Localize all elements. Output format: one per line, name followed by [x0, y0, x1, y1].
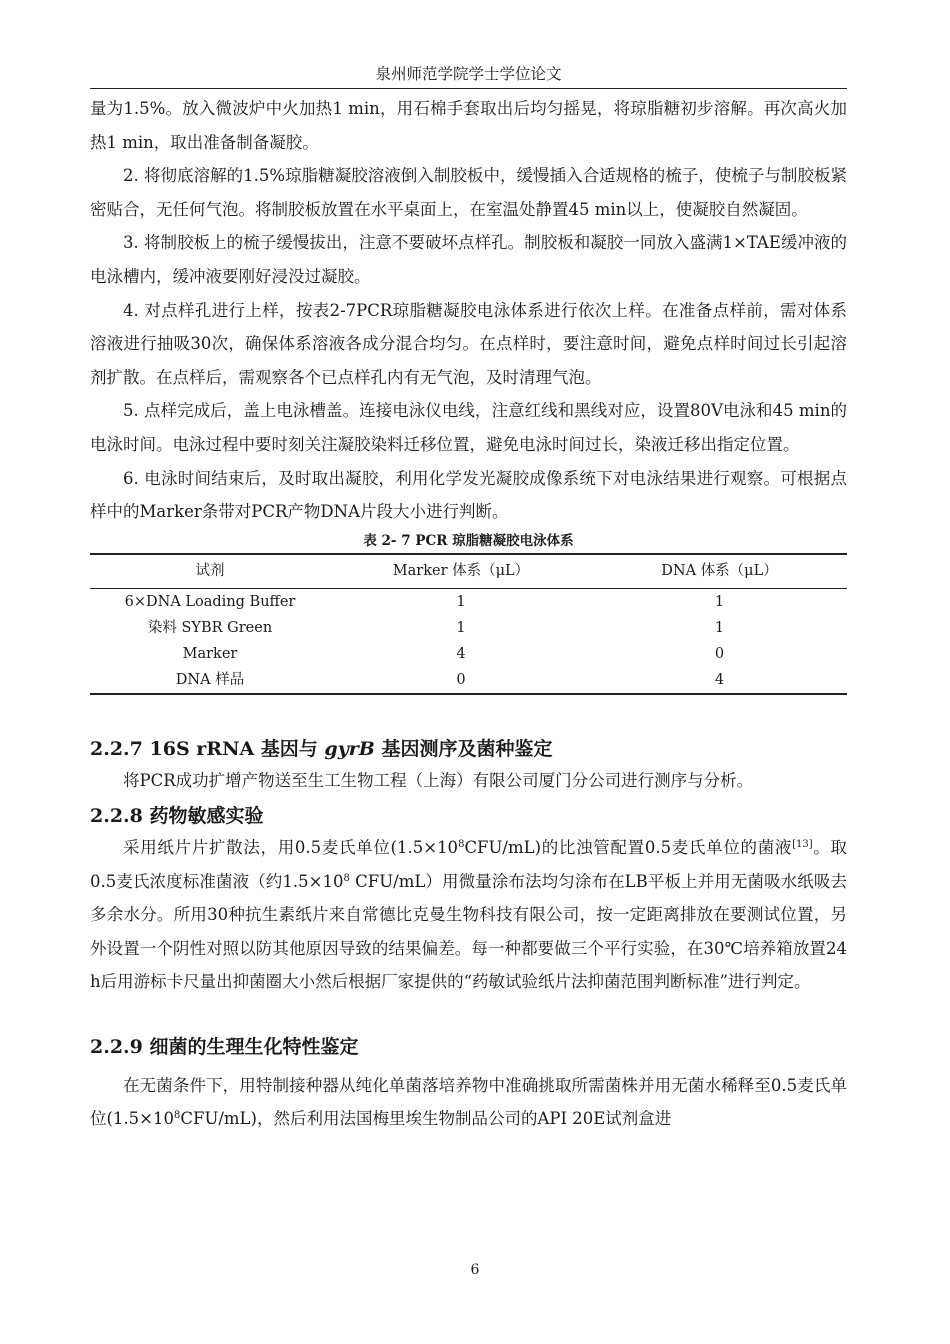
table-cell: 0 [456, 672, 466, 689]
text-run: CFU/mL）用微量涂布法均匀涂布在LB平板上并用无菌吸水纸吸去多余水分。所用30种抗生素纸片来自常德比克曼生物科技有限公司，按一定距离排放在要测试位置，另外设置一个阴性对照以防其他原因导致的结果偏差。每一种都要做三个平行实验，在30℃培养箱放置24 h后用游标卡尺量出抑菌圈大小然后根据厂家提供的“药敏试验纸片法抑菌范围判断标准”进行判定。 [90, 871, 847, 992]
citation-ref: [13] [792, 838, 813, 850]
step-5-paragraph: 5. 点样完成后，盖上电泳槽盖。连接电泳仪电线，注意红线和黑线对应，设置80V电泳和45 min的电泳时间。电泳过程中要时刻关注凝胶染料迁移位置，避免电泳时间过长，染液迁移出指定位置。 [90, 401, 847, 454]
section-2-2-9-paragraph [90, 1069, 847, 1136]
table-cell: 染料 SYBR Green [147, 620, 273, 637]
superscript: 8 [458, 838, 465, 850]
text-run: CFU/mL)，然后利用法国梅里埃生物制品公司的API 20E试剂盒进 [180, 1109, 672, 1129]
table-header-row [90, 554, 847, 589]
section-heading-2-2-9: 2.2.9 细菌的生理生化特性鉴定 [90, 1035, 359, 1058]
step-4-paragraph: 4. 对点样孔进行上样，按表2-7PCR琼脂糖凝胶电泳体系进行依次上样。在准备点样前，需对体系溶液进行抽吸30次，确保体系溶液各成分混合均匀。在点样时，要注意时间，避免点样时间过长引起溶剂扩散。在点样后，需观察各个已点样孔内有无气泡，及时清理气泡。 [90, 300, 847, 387]
step-6-paragraph: 6. 电泳时间结束后，及时取出凝胶，利用化学发光凝胶成像系统下对电泳结果进行观察。可根据点样中的Marker条带对PCR产物DNA片段大小进行判断。 [90, 468, 847, 522]
step-3-paragraph: 3. 将制胶板上的梳子缓慢拔出，注意不要破坏点样孔。制胶板和凝胶一同放入盛满1×TAE缓冲液的电泳槽内，缓冲液要刚好浸没过凝胶。 [90, 233, 847, 286]
table-row [90, 615, 847, 641]
section-heading-2-2-7 [90, 734, 847, 764]
heading-text: 基因测序及菌种鉴定 [374, 738, 553, 761]
gel-electrophoresis-table [90, 553, 847, 696]
table-header-cell: 试剂 [90, 554, 330, 589]
table-cell: DNA 样品 [175, 672, 245, 689]
table-header-cell: DNA 体系（μL） [592, 554, 847, 589]
table-cell: Marker [182, 646, 238, 663]
page-body [90, 92, 847, 1136]
running-header [90, 60, 847, 89]
heading-gene-name: gyrB [324, 738, 375, 761]
table-cell: 1 [714, 594, 725, 611]
heading-text: 2.2.7 16S rRNA 基因与 [90, 738, 325, 761]
step-2-paragraph: 2. 将彻底溶解的1.5%琼脂糖凝胶溶液倒入制胶板中，缓慢插入合适规格的梳子，使梳子与制胶板紧密贴合，无任何气泡。将制胶板放置在水平桌面上，在室温处静置45 min以上，使凝胶自然凝固。 [90, 166, 847, 219]
table-cell: 1 [456, 620, 466, 637]
section-2-2-8-paragraph [90, 831, 847, 999]
table-cell: 1 [714, 620, 725, 637]
superscript: 8 [174, 1110, 181, 1122]
table-caption: 表 2- 7 PCR 琼脂糖凝胶电泳体系 [363, 532, 574, 549]
table-cell: 6×DNA Loading Buffer [124, 594, 296, 611]
table-header-cell: Marker 体系（μL） [330, 554, 592, 589]
table-row [90, 589, 847, 616]
text-run: 在无菌条件下，用特制接种器从纯化单菌落培养物中准确挑取所需菌株并用无菌水稀释至0.5麦氏单位(1.5×10 [90, 1075, 847, 1129]
table-cell: 4 [714, 672, 725, 689]
table-cell: 0 [714, 646, 725, 663]
section-2-2-7-paragraph: 将PCR成功扩增产物送至生工生物工程（上海）有限公司厦门分公司进行测序与分析。 [123, 771, 754, 791]
text-run: 采用纸片片扩散法，用0.5麦氏单位(1.5×10 [123, 837, 459, 857]
table-cell: 1 [456, 594, 466, 611]
header-title: 泉州师范学院学士学位论文 [375, 65, 562, 83]
table-row [90, 641, 847, 667]
superscript: 8 [343, 872, 350, 884]
text-run: 。取0.5麦氏浓度标准菌液（约1.5×10 [90, 837, 847, 891]
table-cell: 4 [456, 646, 466, 663]
table-row [90, 667, 847, 694]
paragraph-continuation: 量为1.5%。放入微波炉中火加热1 min，用石棉手套取出后均匀摇晃，将琼脂糖初步溶解。再次高火加热1 min，取出准备制备凝胶。 [90, 99, 847, 152]
text-run: CFU/mL)的比浊管配置0.5麦氏单位的菌液 [464, 837, 793, 857]
page-number: 6 [470, 1262, 480, 1278]
section-heading-2-2-8: 2.2.8 药物敏感实验 [90, 804, 264, 827]
